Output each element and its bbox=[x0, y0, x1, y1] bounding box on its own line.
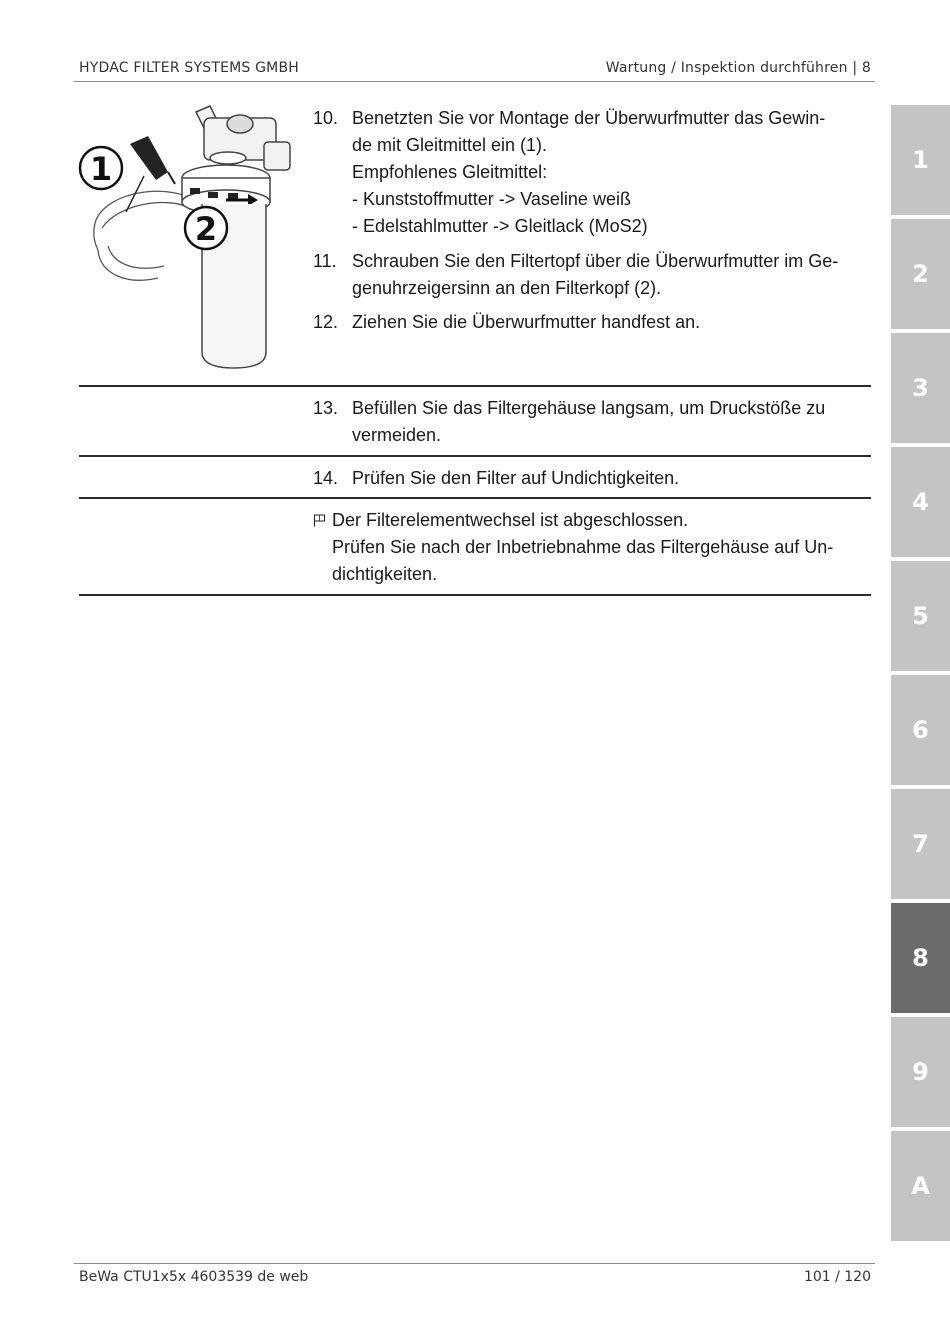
chapter-tab-5[interactable]: 5 bbox=[891, 561, 950, 671]
header-divider bbox=[74, 81, 875, 82]
step-text-line: de mit Gleitmittel ein (1). bbox=[352, 135, 548, 155]
footer-doc-id: BeWa CTU1x5x 4603539 de web bbox=[79, 1269, 309, 1285]
step-text-line: vermeiden. bbox=[352, 425, 442, 445]
step-text-line: Ziehen Sie die Überwurfmutter handfest an. bbox=[352, 312, 701, 332]
step-text-line: Befüllen Sie das Filtergehäuse langsam, um Druckstöße zu bbox=[352, 398, 826, 418]
result-text-line: Prüfen Sie nach der Inbetriebnahme das Filtergehäuse auf Un- bbox=[332, 537, 834, 557]
step-number: 12. bbox=[313, 312, 339, 332]
footer-divider bbox=[74, 1263, 875, 1264]
result-text-line: Der Filterelementwechsel ist abgeschlossen. bbox=[332, 510, 689, 530]
section-divider bbox=[79, 385, 871, 387]
result-text-line: dichtigkeiten. bbox=[332, 564, 438, 584]
chapter-tab-9[interactable]: 9 bbox=[891, 1017, 950, 1127]
filter-illustration bbox=[78, 100, 293, 385]
ring-detail-icon bbox=[94, 191, 190, 280]
step-number: 11. bbox=[313, 251, 337, 271]
chapter-tab-1[interactable]: 1 bbox=[891, 105, 950, 215]
lubricant-bottle-icon bbox=[130, 136, 175, 184]
header-company: HYDAC FILTER SYSTEMS GMBH bbox=[79, 60, 299, 76]
section-divider bbox=[79, 455, 871, 457]
step-text-line: - Edelstahlmutter -> Gleitlack (MoS2) bbox=[352, 216, 648, 236]
chapter-tab-4[interactable]: 4 bbox=[891, 447, 950, 557]
result-flag-icon bbox=[313, 514, 326, 527]
chapter-tab-a[interactable]: A bbox=[891, 1131, 950, 1241]
section-divider bbox=[79, 497, 871, 499]
step-text-line: Empfohlenes Gleitmittel: bbox=[352, 162, 548, 182]
page-number: 101 / 120 bbox=[803, 1269, 871, 1285]
step-number: 10. bbox=[313, 108, 339, 128]
chapter-tab-7[interactable]: 7 bbox=[891, 789, 950, 899]
step-text-line: Schrauben Sie den Filtertopf über die Überwurfmutter im Ge- bbox=[352, 251, 839, 271]
callout-2-label: 2 bbox=[194, 210, 218, 248]
step-number: 13. bbox=[313, 398, 339, 418]
chapter-tab-8[interactable]: 8 bbox=[891, 903, 950, 1013]
section-divider bbox=[79, 594, 871, 596]
chapter-tab-6[interactable]: 6 bbox=[891, 675, 950, 785]
step-text-line: - Kunststoffmutter -> Vaseline weiß bbox=[352, 189, 631, 209]
step-text-line: genuhrzeigersinn an den Filterkopf (2). bbox=[352, 278, 662, 298]
callout-1-label: 1 bbox=[89, 150, 113, 188]
chapter-tab-2[interactable]: 2 bbox=[891, 219, 950, 329]
step-text-line: Prüfen Sie den Filter auf Undichtigkeiten. bbox=[352, 468, 680, 488]
header-section: Wartung / Inspektion durchführen | 8 bbox=[605, 60, 871, 76]
step-number: 14. bbox=[313, 468, 339, 488]
step-text-line: Benetzten Sie vor Montage der Überwurfmutter das Gewin- bbox=[352, 108, 826, 128]
chapter-tab-3[interactable]: 3 bbox=[891, 333, 950, 443]
